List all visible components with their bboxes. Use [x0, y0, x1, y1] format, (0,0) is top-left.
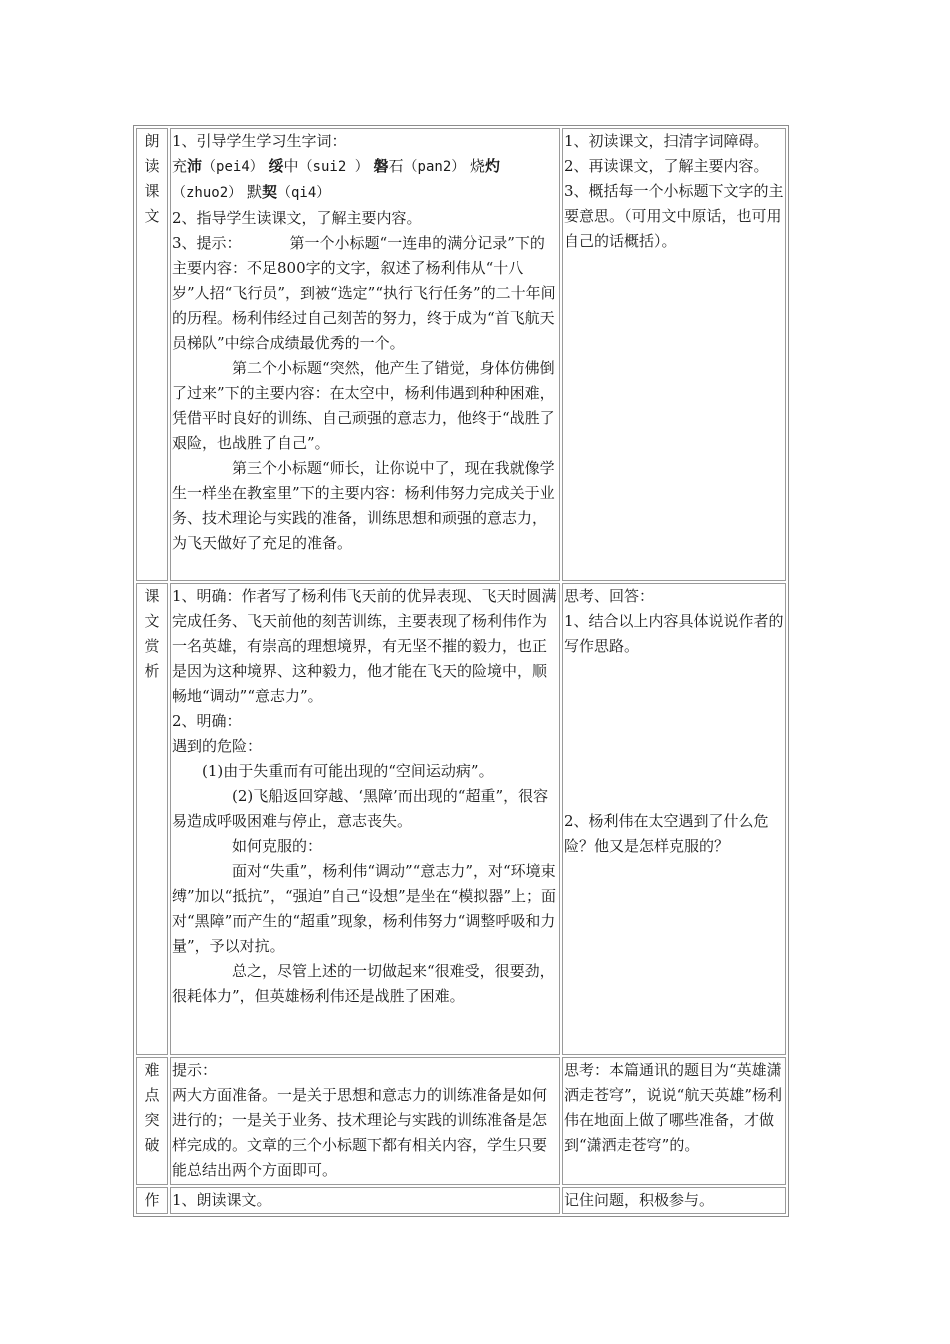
row-label-char: 读	[144, 157, 160, 175]
vocab-char-bold: 沛	[187, 157, 203, 175]
teacher-text: 面对“失重”，杨利伟“调动”“意志力”，对“环境束缚”加以“抵抗”，“强迫”自己“设想”是坐在“模拟器”上；面对“黑障”而产生的“超重”现象，杨利伟努力“调整呼吸和力量”，予以对抗。	[172, 862, 557, 955]
vocab-char-bold: 磐	[373, 157, 389, 175]
table-row-homework	[136, 1187, 786, 1214]
teacher-text: 1、朗读课文。	[172, 1191, 272, 1209]
student-text: 3、概括每一个小标题下文字的主要意思。（可用文中原话，也可用自己的话概括）。	[564, 182, 784, 250]
teacher-text: 遇到的危险：	[172, 737, 263, 755]
teacher-text: 总之，尽管上述的一切做起来“很难受，很要劲，很耗体力”，但英雄杨利伟还是战胜了困难。	[172, 962, 555, 1005]
teacher-text: 1、明确：作者写了杨利伟飞天前的优异表现、飞天时圆满完成任务、飞天前他的刻苦训练，主要表现了杨利伟作为一名英雄，有崇高的理想境界，有无坚不摧的毅力，也正是因为这种境界、这种毅力，他才能在飞天的险境中，顺畅地“调动”“意志力”。	[172, 587, 557, 705]
vocab-char: 充	[172, 157, 188, 175]
vocab-char: 中	[283, 157, 299, 175]
pinyin: （qi4）	[276, 185, 331, 201]
student-text: 记住问题，积极参与。	[564, 1191, 715, 1209]
teacher-text: 1、引导学生学习生字词：	[172, 132, 347, 150]
teacher-text: (1)由于失重而有可能出现的“空间运动病”。	[202, 762, 494, 780]
row-label-char: 赏	[144, 637, 160, 655]
teacher-text: (2)飞船返回穿越、‘黑障’而出现的“超重”，很容易造成呼吸困难与停止，意志丧失。	[172, 787, 549, 830]
vocab-line	[172, 154, 558, 180]
student-text: 思考：本篇通讯的题目为“英雄潇洒走苍穹”，说说“航天英雄”杨利伟在地面上做了哪些准备，才做到“潇洒走苍穹”的。	[564, 1061, 783, 1154]
row-label-read-aloud	[136, 128, 168, 581]
vocab-char-bold: 绥	[268, 157, 284, 175]
teacher-activity-cell	[170, 1187, 560, 1214]
row-label-char: 破	[144, 1136, 160, 1154]
student-activity-cell	[562, 583, 786, 1055]
row-label-char: 文	[144, 207, 160, 225]
pinyin: （sui2 ）	[298, 159, 369, 175]
student-activity-cell	[562, 1187, 786, 1214]
teacher-activity-cell	[170, 128, 560, 581]
teacher-text: 第二个小标题“突然，他产生了错觉，身体仿佛倒了过来”下的主要内容：在太空中，杨利伟遇到种种困难，凭借平时良好的训练、自己顽强的意志力，他终于“战胜了艰险，也战胜了自己”。	[172, 359, 555, 452]
pinyin: （pan2）	[403, 159, 466, 175]
teacher-text: 提示：	[172, 1061, 218, 1079]
row-label-char: 析	[144, 662, 160, 680]
student-text: 2、再读课文，了解主要内容。	[564, 157, 769, 175]
vocab-char-bold: 灼	[485, 157, 501, 175]
student-text: 1、初读课文，扫清字词障碍。	[564, 132, 769, 150]
teacher-text	[172, 231, 558, 356]
pinyin: （zhuo2）	[172, 185, 243, 201]
row-label-char: 点	[144, 1086, 160, 1104]
teacher-text: 如何克服的：	[232, 837, 323, 855]
vocab-char-bold: 契	[261, 183, 277, 201]
vocab-char: 默	[246, 183, 262, 201]
vocab-char: 石	[388, 157, 404, 175]
student-text: 2、杨利伟在太空遇到了什么危险？他又是怎样克服的？	[564, 812, 769, 855]
row-label-difficulty	[136, 1057, 168, 1185]
row-label-char: 作	[144, 1191, 160, 1209]
teacher-activity-cell	[170, 583, 560, 1055]
table-row-text-analysis	[136, 583, 786, 1055]
hint-text: 第一个小标题“一连串的满分记录”下的主要内容：不足800字的文字，叙述了杨利伟从“十八岁”人招“飞行员”，到被“选定”“执行飞行任务”的二十年间的历程。杨利伟经过自己刻苦的努力，终于成为“首飞航天员梯队”中综合成绩最优秀的一个。	[172, 234, 556, 352]
pinyin: （pei4）	[202, 159, 264, 175]
student-activity-cell	[562, 1057, 786, 1185]
row-label-char: 难	[144, 1061, 160, 1079]
vocab-char: 烧	[470, 157, 486, 175]
teacher-text: 2、指导学生读课文，了解主要内容。	[172, 209, 422, 227]
row-label-char: 突	[144, 1111, 160, 1129]
lesson-plan-table	[133, 125, 789, 1217]
student-text: 思考、回答：	[564, 587, 655, 605]
row-label-char: 文	[144, 612, 160, 630]
row-label-char: 课	[144, 182, 160, 200]
teacher-text: 第三个小标题“师长，让你说中了，现在我就像学生一样坐在教室里”下的主要内容：杨利伟努力完成关于业务、技术理论与实践的准备，训练思想和顽强的意志力，为飞天做好了充足的准备。	[172, 459, 555, 552]
teacher-activity-cell	[170, 1057, 560, 1185]
row-label-homework	[136, 1187, 168, 1214]
row-label-char: 课	[144, 587, 160, 605]
student-text: 1、结合以上内容具体说说作者的写作思路。	[564, 612, 784, 655]
student-activity-cell	[562, 128, 786, 581]
teacher-text: 2、明确：	[172, 712, 242, 730]
hint-label: 3、提示：	[172, 234, 242, 252]
teacher-text: 两大方面准备。一是关于思想和意志力的训练准备是如何进行的；一是关于业务、技术理论与实践的训练准备是怎样完成的。文章的三个小标题下都有相关内容，学生只要能总结出两个方面即可。	[172, 1086, 548, 1179]
row-label-char: 朗	[144, 132, 160, 150]
vocab-line	[172, 180, 558, 206]
table-row-difficulty	[136, 1057, 786, 1185]
table-row-read-aloud	[136, 128, 786, 581]
row-label-text-analysis	[136, 583, 168, 1055]
